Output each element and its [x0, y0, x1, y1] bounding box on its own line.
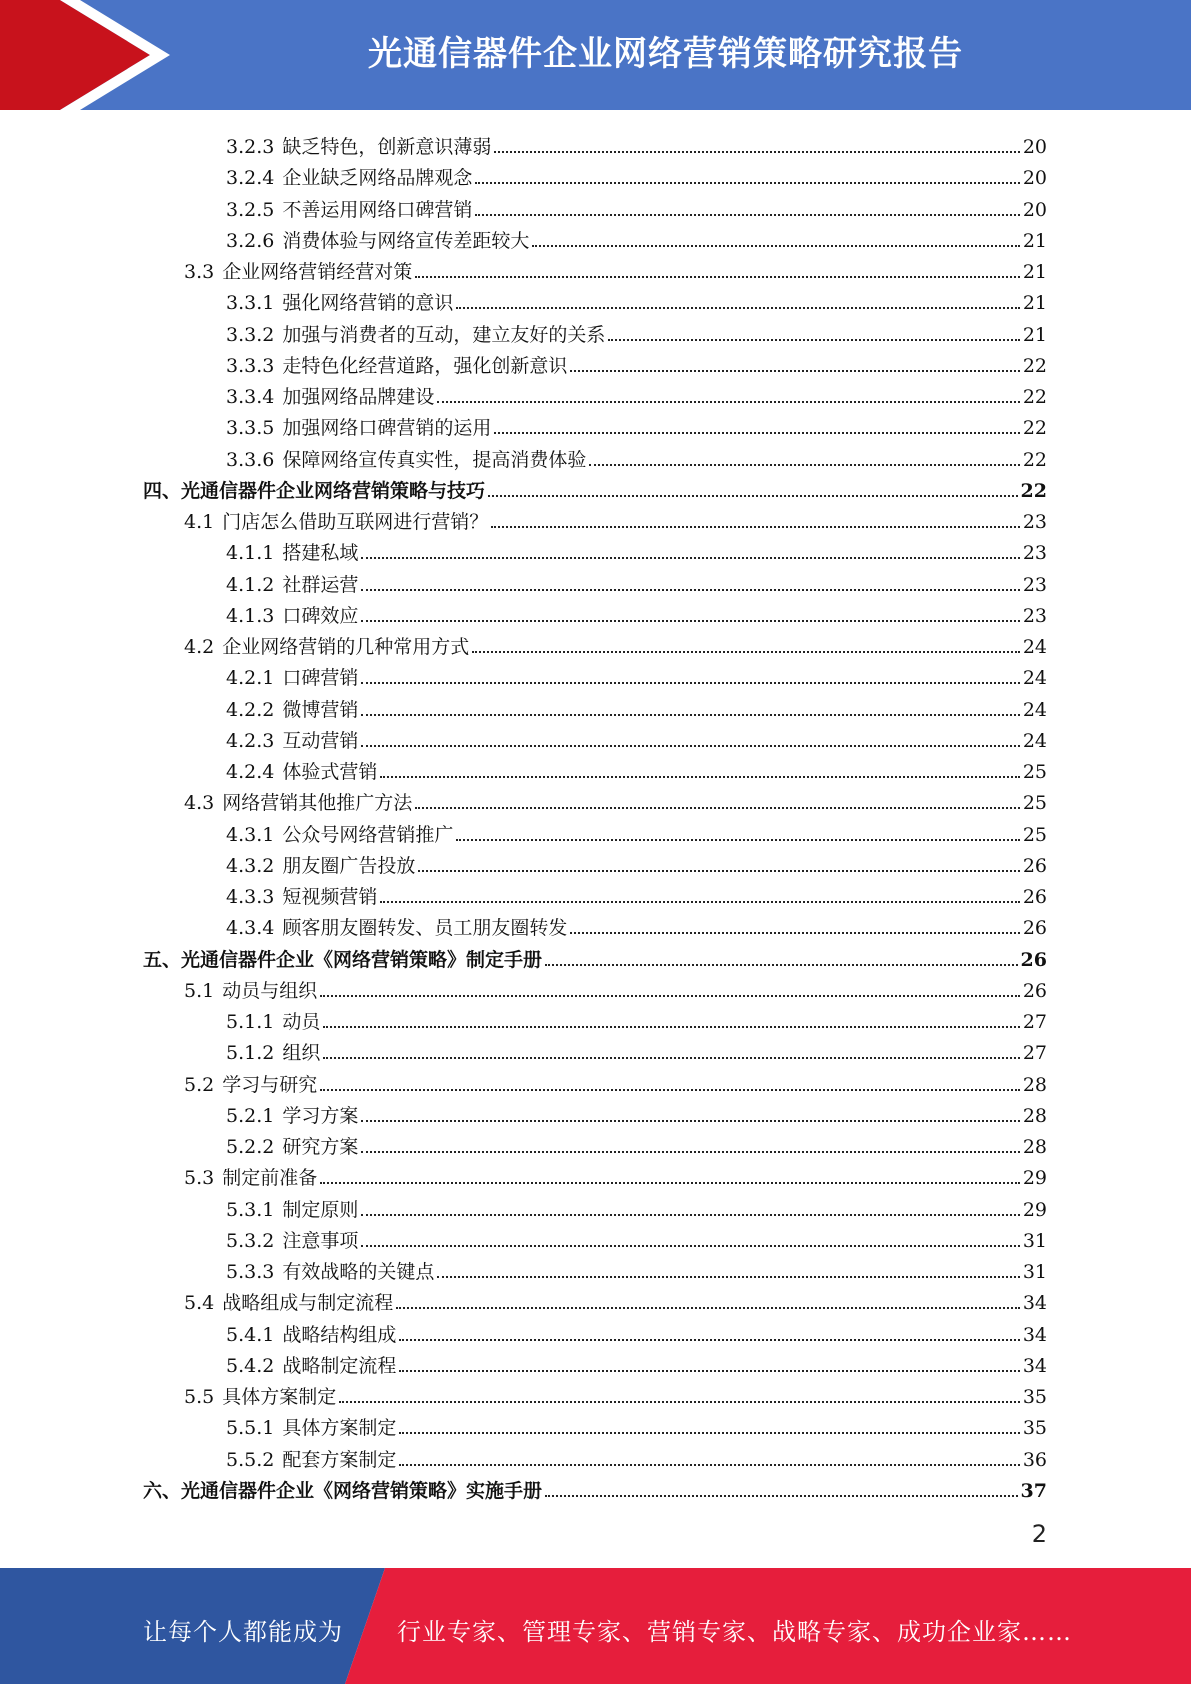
toc-entry-page: 36	[1022, 1448, 1047, 1471]
toc-entry-title: 搭建私域	[282, 542, 359, 565]
toc-entry[interactable]	[184, 252, 1047, 283]
toc-entry-number: 4.2.2	[226, 698, 275, 721]
toc-entry-number: 3.2.5	[226, 198, 275, 221]
toc-entry[interactable]	[226, 1252, 1047, 1283]
toc-entry-number: 4.3.1	[226, 823, 275, 846]
toc-entry[interactable]	[226, 1346, 1047, 1377]
toc-entry-title: 战略制定流程	[282, 1354, 397, 1377]
toc-entry[interactable]	[184, 1065, 1047, 1096]
toc-entry-page: 23	[1022, 573, 1047, 596]
footer-slogan-left: 让每个人都能成为	[143, 1618, 343, 1646]
toc-entry-number: 4.2.4	[226, 761, 275, 783]
toc-entry-number: 3.2.3	[226, 136, 275, 158]
toc-entry-number: 5.3.3	[226, 1261, 275, 1283]
toc-dot-leader	[494, 151, 1019, 153]
toc-entry[interactable]	[184, 1158, 1047, 1189]
toc-entry-title: 有效战略的关键点	[282, 1261, 435, 1283]
toc-entry[interactable]	[226, 565, 1047, 596]
report-title: 光通信器件企业网络营销策略研究报告	[368, 34, 963, 74]
toc-entry-label	[226, 136, 491, 158]
toc-entry[interactable]	[143, 940, 1047, 971]
toc-entry-number: 5.1.1	[226, 1011, 275, 1033]
toc-entry[interactable]	[226, 1440, 1047, 1471]
toc-entry[interactable]	[143, 1471, 1047, 1502]
toc-entry-label	[226, 167, 472, 189]
toc-entry-label	[184, 636, 469, 658]
toc-entry-label	[184, 261, 412, 283]
toc-dot-leader	[456, 839, 1019, 841]
toc-entry-number: 3.3.1	[226, 292, 275, 315]
toc-dot-leader	[320, 1182, 1020, 1184]
toc-entry-title: 消费体验与网络宣传差距较大	[282, 229, 530, 252]
toc-entry-number: 3.3.4	[226, 386, 275, 408]
toc-entry-page: 35	[1022, 1417, 1047, 1440]
toc-entry-title: 微博营销	[282, 698, 359, 721]
toc-entry-page: 27	[1022, 1042, 1047, 1065]
toc-entry[interactable]	[226, 1127, 1047, 1158]
toc-entry-page: 22	[1022, 354, 1047, 377]
toc-entry-number: 3.3	[184, 261, 215, 283]
toc-entry[interactable]	[226, 908, 1047, 939]
toc-entry-page: 29	[1022, 1198, 1047, 1221]
toc-dot-leader	[323, 1057, 1019, 1059]
toc-dot-leader	[608, 339, 1019, 341]
toc-entry-label	[226, 1105, 358, 1127]
toc-entry-number: 4.1.2	[226, 573, 275, 596]
toc-entry-label	[226, 1417, 396, 1439]
toc-dot-leader	[415, 807, 1020, 809]
toc-entry-label	[226, 699, 358, 721]
toc-entry-label	[226, 355, 567, 377]
toc-entry[interactable]	[226, 721, 1047, 752]
page-header	[0, 0, 1191, 110]
toc-entry-number: 3.3.3	[226, 354, 275, 377]
toc-entry-title: 朋友圈广告投放	[282, 854, 416, 877]
toc-entry[interactable]	[226, 158, 1047, 189]
toc-entry-title: 四、光通信器件企业网络营销策略与技巧	[143, 479, 486, 502]
toc-entry-number: 3.3.5	[226, 417, 275, 440]
toc-entry-number: 3.3.2	[226, 323, 275, 346]
footer-slogan-right: 行业专家、管理专家、营销专家、战略专家、成功企业家……	[397, 1618, 1072, 1646]
toc-entry-title: 五、光通信器件企业《网络营销策略》制定手册	[143, 948, 543, 971]
toc-entry-label	[226, 917, 567, 939]
toc-entry-number: 4.2.3	[226, 729, 275, 752]
toc-entry[interactable]	[226, 377, 1047, 408]
toc-dot-leader	[545, 1495, 1018, 1497]
toc-entry-title: 保障网络宣传真实性，提高消费体验	[282, 448, 587, 471]
toc-entry-number: 5.4.2	[226, 1354, 275, 1377]
toc-entry[interactable]	[226, 315, 1047, 346]
toc-entry[interactable]	[226, 440, 1047, 471]
toc-entry-page: 27	[1022, 1011, 1047, 1033]
toc-entry-title: 具体方案制定	[282, 1417, 397, 1440]
toc-entry-page: 37	[1020, 1479, 1047, 1502]
toc-dot-leader	[361, 1151, 1019, 1153]
toc-entry-title: 社群运营	[282, 573, 359, 596]
toc-entry-title: 口碑效应	[282, 604, 359, 627]
toc-entry-label	[226, 230, 529, 252]
toc-entry-page: 22	[1022, 386, 1047, 408]
toc-dot-leader	[437, 401, 1019, 403]
toc-entry-label	[226, 605, 358, 627]
toc-entry-label	[226, 1011, 320, 1033]
toc-entry-page: 20	[1022, 167, 1047, 190]
toc-entry-label	[143, 949, 542, 971]
toc-entry-label	[226, 730, 358, 752]
toc-entry-label	[226, 1230, 358, 1252]
page-footer	[0, 1568, 1191, 1684]
toc-dot-leader	[491, 526, 1020, 528]
toc-entry[interactable]	[184, 1377, 1047, 1408]
toc-entry[interactable]	[226, 1002, 1047, 1033]
toc-entry-label	[226, 855, 415, 877]
toc-entry-page: 31	[1022, 1229, 1047, 1252]
toc-entry-page: 23	[1022, 511, 1047, 533]
toc-entry[interactable]	[226, 346, 1047, 377]
toc-entry-title: 强化网络营销的意识	[282, 292, 454, 315]
toc-entry-title: 公众号网络营销推广	[282, 823, 454, 846]
toc-entry[interactable]	[184, 783, 1047, 814]
toc-entry-number: 3.2.4	[226, 167, 275, 190]
toc-entry-label	[226, 1199, 358, 1221]
toc-dot-leader	[361, 1120, 1019, 1122]
toc-entry-page: 25	[1022, 761, 1047, 783]
toc-entry-number: 3.2.6	[226, 229, 275, 252]
toc-entry-page: 21	[1022, 323, 1047, 346]
toc-entry-page: 21	[1022, 292, 1047, 315]
toc-entry-label	[143, 480, 485, 502]
toc-entry-number: 4.1	[184, 511, 215, 533]
toc-entry-label	[226, 886, 377, 908]
toc-entry-page: 20	[1022, 136, 1047, 158]
toc-entry-number: 5.5.1	[226, 1417, 275, 1440]
toc-entry-label	[184, 980, 317, 1002]
toc-entry-label	[226, 1261, 434, 1283]
toc-dot-leader	[570, 932, 1019, 934]
toc-dot-leader	[545, 964, 1018, 966]
toc-entry-title: 制定前准备	[222, 1167, 318, 1190]
toc-entry[interactable]	[226, 1190, 1047, 1221]
toc-entry-page: 22	[1022, 448, 1047, 471]
toc-entry-number: 4.1.3	[226, 604, 275, 627]
toc-dot-leader	[399, 1432, 1019, 1434]
toc-entry-page: 22	[1022, 417, 1047, 440]
toc-entry-title: 动员	[282, 1011, 321, 1033]
toc-dot-leader	[361, 682, 1019, 684]
toc-entry-page: 26	[1022, 854, 1047, 877]
toc-entry-label	[226, 1042, 320, 1064]
toc-entry-label	[226, 1324, 396, 1346]
toc-entry[interactable]	[226, 533, 1047, 564]
toc-dot-leader	[361, 745, 1019, 747]
toc-entry[interactable]	[226, 127, 1047, 158]
toc-entry-number: 5.2	[184, 1073, 215, 1096]
toc-entry-page: 23	[1022, 604, 1047, 627]
toc-entry-title: 制定原则	[282, 1198, 359, 1221]
toc-entry-number: 5.3	[184, 1167, 215, 1190]
toc-entry-label	[226, 292, 453, 314]
toc-entry-label	[226, 324, 605, 346]
toc-entry-title: 加强网络品牌建设	[282, 386, 435, 408]
toc-dot-leader	[399, 1339, 1019, 1341]
toc-entry[interactable]	[184, 502, 1047, 533]
toc-entry-page: 24	[1022, 729, 1047, 752]
toc-entry-number: 5.3.2	[226, 1229, 275, 1252]
toc-entry-title: 企业网络营销经营对策	[222, 261, 413, 283]
toc-entry[interactable]	[226, 815, 1047, 846]
toc-entry-title: 企业网络营销的几种常用方式	[222, 636, 470, 658]
toc-entry-page: 26	[1020, 948, 1047, 971]
toc-dot-leader	[361, 1214, 1019, 1216]
toc-entry-page: 26	[1022, 979, 1047, 1002]
toc-entry-title: 互动营销	[282, 729, 359, 752]
toc-entry-page: 24	[1022, 667, 1047, 690]
toc-entry[interactable]	[226, 658, 1047, 689]
toc-entry-title: 加强网络口碑营销的运用	[282, 417, 492, 440]
toc-dot-leader	[320, 995, 1020, 997]
toc-entry-label	[226, 199, 472, 221]
toc-entry-page: 28	[1022, 1073, 1047, 1096]
toc-entry-page: 34	[1022, 1354, 1047, 1377]
toc-entry-title: 缺乏特色，创新意识薄弱	[282, 136, 492, 158]
toc-entry-page: 25	[1022, 823, 1047, 846]
toc-entry-label	[184, 792, 412, 814]
toc-entry-number: 4.2	[184, 636, 215, 658]
toc-entry[interactable]	[226, 1221, 1047, 1252]
toc-entry[interactable]	[226, 1033, 1047, 1064]
toc-entry-title: 不善运用网络口碑营销	[282, 198, 473, 221]
toc-dot-leader	[475, 182, 1019, 184]
toc-entry-label	[184, 1292, 393, 1314]
toc-entry-label	[184, 511, 488, 533]
toc-entry-title: 配套方案制定	[282, 1448, 397, 1471]
toc-dot-leader	[396, 1307, 1020, 1309]
toc-entry[interactable]	[226, 221, 1047, 252]
toc-entry-page: 28	[1022, 1136, 1047, 1158]
toc-entry-page: 26	[1022, 886, 1047, 908]
toc-dot-leader	[361, 1245, 1019, 1247]
toc-dot-leader	[380, 901, 1019, 903]
page-number: 2	[1031, 1520, 1047, 1548]
toc-entry[interactable]	[143, 471, 1047, 502]
toc-entry-label	[226, 1136, 358, 1158]
toc-entry-title: 口碑营销	[282, 667, 359, 690]
toc-entry-page: 22	[1020, 479, 1047, 502]
toc-entry-page: 29	[1022, 1167, 1047, 1190]
toc-entry-title: 战略结构组成	[282, 1323, 397, 1346]
toc-entry[interactable]	[226, 846, 1047, 877]
toc-entry-number: 5.5	[184, 1386, 215, 1408]
toc-entry-number: 3.3.6	[226, 448, 275, 471]
toc-entry-page: 23	[1022, 542, 1047, 565]
toc-dot-leader	[361, 620, 1019, 622]
toc-entry-label	[184, 1167, 317, 1189]
toc-entry-number: 5.2.2	[226, 1136, 275, 1158]
toc-entry-page: 26	[1022, 917, 1047, 940]
toc-dot-leader	[589, 464, 1019, 466]
toc-entry-page: 25	[1022, 792, 1047, 815]
toc-entry-label	[226, 1449, 396, 1471]
toc-entry[interactable]	[226, 596, 1047, 627]
toc-dot-leader	[570, 370, 1019, 372]
toc-entry-title: 加强与消费者的互动，建立友好的关系	[282, 323, 606, 346]
toc-entry[interactable]	[226, 283, 1047, 314]
toc-entry-number: 4.1.1	[226, 542, 275, 565]
toc-entry[interactable]	[226, 877, 1047, 908]
toc-entry-page: 21	[1022, 229, 1047, 252]
toc-entry-title: 学习与研究	[222, 1073, 318, 1096]
toc-entry-number: 4.3	[184, 792, 215, 815]
toc-dot-leader	[472, 651, 1020, 653]
toc-entry-page: 34	[1022, 1292, 1047, 1315]
toc-entry[interactable]	[226, 1408, 1047, 1439]
toc-entry-page: 35	[1022, 1386, 1047, 1408]
toc-entry-label	[226, 542, 358, 564]
toc-entry-title: 六、光通信器件企业《网络营销策略》实施手册	[143, 1479, 543, 1502]
toc-entry-title: 战略组成与制定流程	[222, 1292, 394, 1315]
toc-entry-number: 5.2.1	[226, 1104, 275, 1127]
toc-entry-label	[226, 417, 491, 439]
toc-entry-title: 注意事项	[282, 1229, 359, 1252]
toc-dot-leader	[361, 589, 1019, 591]
toc-entry[interactable]	[226, 190, 1047, 221]
toc-entry-page: 28	[1022, 1104, 1047, 1127]
toc-entry-title: 组织	[282, 1042, 321, 1065]
toc-entry-label	[226, 1355, 396, 1377]
toc-entry[interactable]	[184, 627, 1047, 658]
toc-dot-leader	[339, 1401, 1020, 1403]
toc-entry-page: 31	[1022, 1261, 1047, 1283]
toc-entry-page: 24	[1022, 636, 1047, 658]
toc-entry-title: 动员与组织	[222, 979, 318, 1002]
toc-dot-leader	[475, 214, 1019, 216]
toc-dot-leader	[380, 776, 1019, 778]
toc-entry-number: 5.1	[184, 979, 215, 1002]
toc-entry-number: 5.3.1	[226, 1198, 275, 1221]
toc-entry-page: 24	[1022, 698, 1047, 721]
toc-entry-title: 顾客朋友圈转发、员工朋友圈转发	[282, 917, 568, 940]
toc-entry-label	[184, 1386, 336, 1408]
toc-entry-number: 4.2.1	[226, 667, 275, 690]
toc-entry-title: 具体方案制定	[222, 1386, 337, 1408]
toc-dot-leader	[399, 1464, 1019, 1466]
toc-dot-leader	[323, 1026, 1019, 1028]
toc-entry[interactable]	[184, 1283, 1047, 1314]
toc-dot-leader	[532, 245, 1019, 247]
toc-entry-number: 5.1.2	[226, 1042, 275, 1065]
toc-entry-label	[226, 761, 377, 783]
toc-entry-label	[226, 824, 453, 846]
toc-entry[interactable]	[226, 752, 1047, 783]
toc-entry-title: 学习方案	[282, 1104, 359, 1127]
toc-entry-title: 研究方案	[282, 1136, 359, 1158]
toc-entry[interactable]	[226, 690, 1047, 721]
toc-entry-title: 走特色化经营道路，强化创新意识	[282, 354, 568, 377]
toc-entry-label	[226, 667, 358, 689]
toc-entry-title: 体验式营销	[282, 761, 378, 783]
toc-dot-leader	[415, 276, 1020, 278]
toc-entry-number: 5.5.2	[226, 1448, 275, 1471]
toc-entry-number: 4.3.4	[226, 917, 275, 940]
toc-entry-number: 5.4	[184, 1292, 215, 1315]
toc-dot-leader	[456, 307, 1019, 309]
toc-entry-title: 短视频营销	[282, 886, 378, 908]
toc-dot-leader	[488, 495, 1018, 497]
toc-entry-title: 企业缺乏网络品牌观念	[282, 167, 473, 190]
toc-entry[interactable]	[226, 1315, 1047, 1346]
toc-entry[interactable]	[226, 408, 1047, 439]
toc-entry-number: 5.4.1	[226, 1323, 275, 1346]
toc-dot-leader	[320, 1089, 1020, 1091]
toc-dot-leader	[494, 432, 1019, 434]
toc-entry-page: 21	[1022, 261, 1047, 283]
toc-entry-label	[143, 1480, 542, 1502]
toc-dot-leader	[437, 1276, 1019, 1278]
toc-dot-leader	[361, 557, 1019, 559]
toc-dot-leader	[361, 714, 1019, 716]
toc-dot-leader	[418, 870, 1019, 872]
toc-entry-number: 4.3.2	[226, 854, 275, 877]
toc-dot-leader	[399, 1370, 1019, 1372]
toc-entry-label	[226, 574, 358, 596]
toc-entry-label	[226, 449, 586, 471]
toc-entry-title: 网络营销其他推广方法	[222, 792, 413, 815]
toc-entry-page: 20	[1022, 198, 1047, 221]
toc-entry-page: 34	[1022, 1323, 1047, 1346]
toc-entry-number: 4.3.3	[226, 886, 275, 908]
toc-entry-label	[226, 386, 434, 408]
toc-entry[interactable]	[226, 1096, 1047, 1127]
toc-entry-label	[184, 1074, 317, 1096]
toc-entry-title: 门店怎么借助互联网进行营销？	[222, 511, 489, 533]
toc-entry[interactable]	[184, 971, 1047, 1002]
